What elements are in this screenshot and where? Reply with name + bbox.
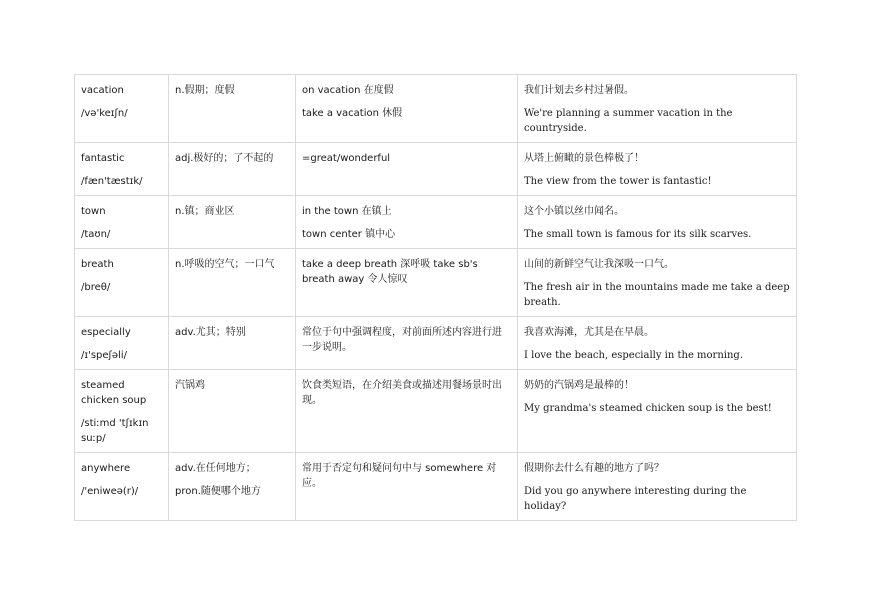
example-chinese: 这个小镇以丝巾闻名。 <box>524 206 624 217</box>
meaning-text: 汽锅鸡 <box>175 380 205 391</box>
meaning-text: n.镇；商业区 <box>175 206 235 217</box>
example-chinese: 从塔上俯瞰的景色棒极了！ <box>524 153 644 164</box>
usage-cell <box>296 317 518 370</box>
usage-cell <box>296 249 518 317</box>
example-cell <box>518 196 797 249</box>
vocab-word: fantastic <box>81 153 125 164</box>
meaning-cell <box>169 317 296 370</box>
table-row <box>75 370 797 453</box>
example-english: The view from the tower is fantastic! <box>524 176 712 187</box>
vocab-word: breath <box>81 259 114 270</box>
phonetic: /breθ/ <box>81 282 111 293</box>
word-cell <box>75 317 169 370</box>
usage-text: take a vacation 休假 <box>302 108 403 119</box>
word-cell <box>75 453 169 521</box>
usage-text: town center 镇中心 <box>302 229 396 240</box>
vocab-word: steamed chicken soup <box>81 380 147 406</box>
example-cell <box>518 317 797 370</box>
example-chinese: 我喜欢海滩，尤其是在早晨。 <box>524 327 654 338</box>
usage-text: in the town 在镇上 <box>302 206 392 217</box>
usage-cell <box>296 370 518 453</box>
phonetic: /'eniweə(r)/ <box>81 486 139 497</box>
example-english: Did you go anywhere interesting during the holiday? <box>524 486 747 512</box>
meaning-text: pron.随便哪个地方 <box>175 486 261 497</box>
usage-text: 饮食类短语，在介绍美食或描述用餐场景时出现。 <box>302 380 502 406</box>
meaning-text: n.假期；度假 <box>175 85 235 96</box>
example-cell <box>518 370 797 453</box>
example-chinese: 我们计划去乡村过暑假。 <box>524 85 634 96</box>
meaning-cell <box>169 143 296 196</box>
meaning-cell <box>169 370 296 453</box>
meaning-cell <box>169 75 296 143</box>
usage-cell <box>296 453 518 521</box>
table-row <box>75 143 797 196</box>
table-row <box>75 196 797 249</box>
example-cell <box>518 249 797 317</box>
example-english: The fresh air in the mountains made me take a deep breath. <box>524 282 790 308</box>
example-chinese: 假期你去什么有趣的地方了吗？ <box>524 463 664 474</box>
example-cell <box>518 75 797 143</box>
example-english: I love the beach, especially in the morning. <box>524 350 743 361</box>
phonetic: /və'keɪʃn/ <box>81 108 128 119</box>
table-row <box>75 317 797 370</box>
meaning-text: adv.在任何地方； <box>175 463 256 474</box>
example-english: My grandma's steamed chicken soup is the best! <box>524 403 772 414</box>
word-cell <box>75 249 169 317</box>
table-row <box>75 453 797 521</box>
meaning-text: adv.尤其；特别 <box>175 327 246 338</box>
meaning-text: n.呼吸的空气；一口气 <box>175 259 275 270</box>
example-cell <box>518 453 797 521</box>
table-row <box>75 75 797 143</box>
meaning-text: adj.极好的；了不起的 <box>175 153 274 164</box>
meaning-cell <box>169 453 296 521</box>
usage-cell <box>296 75 518 143</box>
usage-cell <box>296 143 518 196</box>
vocab-word: anywhere <box>81 463 131 474</box>
vocab-word: vacation <box>81 85 124 96</box>
example-chinese: 山间的新鲜空气让我深吸一口气。 <box>524 259 674 270</box>
meaning-cell <box>169 196 296 249</box>
usage-text: =great/wonderful <box>302 153 391 164</box>
phonetic: /fæn'tæstɪk/ <box>81 176 143 187</box>
example-cell <box>518 143 797 196</box>
vocab-word: town <box>81 206 106 217</box>
table-row <box>75 249 797 317</box>
usage-text: 常位于句中强调程度，对前面所述内容进行进一步说明。 <box>302 327 502 353</box>
phonetic: /stiːmd 'tʃɪkɪn suːp/ <box>81 418 149 444</box>
word-cell <box>75 370 169 453</box>
table-body <box>75 75 797 521</box>
word-cell <box>75 196 169 249</box>
word-cell <box>75 143 169 196</box>
phonetic: /taʊn/ <box>81 229 111 240</box>
vocabulary-table <box>74 74 797 521</box>
meaning-cell <box>169 249 296 317</box>
usage-text: take a deep breath 深呼吸 take sb's breath away 令人惊叹 <box>302 259 478 285</box>
vocab-word: especially <box>81 327 131 338</box>
usage-text: on vacation 在度假 <box>302 85 394 96</box>
example-chinese: 奶奶的汽锅鸡是最棒的！ <box>524 380 634 391</box>
word-cell <box>75 75 169 143</box>
example-english: The small town is famous for its silk scarves. <box>524 229 752 240</box>
phonetic: /ɪ'speʃəli/ <box>81 350 127 361</box>
example-english: We're planning a summer vacation in the countryside. <box>524 108 733 134</box>
usage-text: 常用于否定句和疑问句中与 somewhere 对应。 <box>302 463 497 489</box>
usage-cell <box>296 196 518 249</box>
